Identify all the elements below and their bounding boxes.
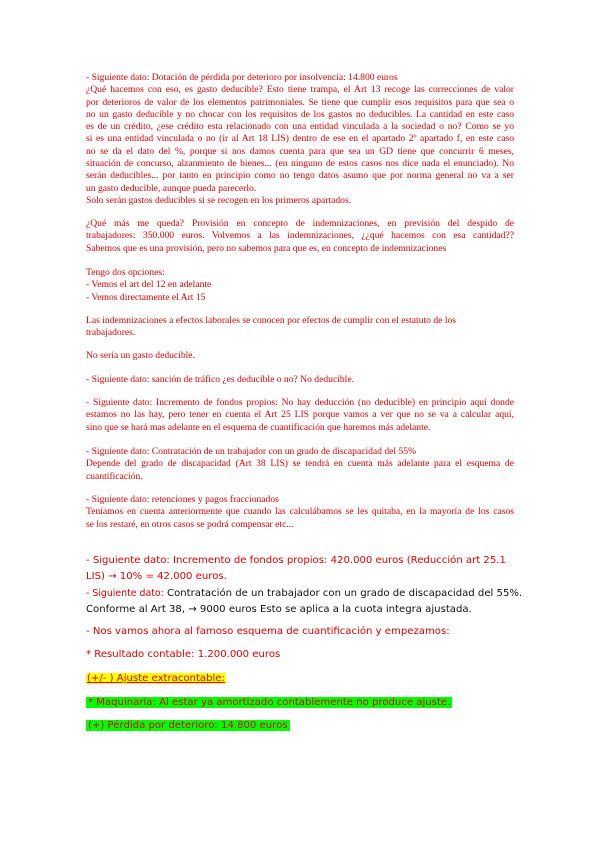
paragraph-no-deducible <box>86 350 514 362</box>
paragraph-discapacidad <box>86 446 514 483</box>
text-line: si es una entidad vinculada o no (ir al Art 18 LIS) dentro de ese en el apartado 2º apartado f, en este caso <box>86 133 514 145</box>
text-line: serán deducibles... por tanto en principio como no tengo datos asumo que por norma general no va a ser <box>86 170 514 182</box>
text-line: situación de concurso, alzanmiento de bienes... (en ninguno de estos casos nos dice nada el enunciado). No <box>86 158 514 170</box>
text-line: - Siguiente dato: Dotación de pérdida por deterioro por insolvencia: 14.800 euros <box>86 72 398 83</box>
perdida-deterioro-line <box>86 718 514 734</box>
paragraph-opciones <box>86 267 514 304</box>
text-line: ¿Qué más me queda? Provisión en concepto de indemnizaciones, en previsión del despido de <box>86 218 514 229</box>
text-line: no se da el dato del %, porque si nos damos cuenta para que sea un GD tiene que concurrir 6 meses, <box>86 145 514 157</box>
text-line: trabajadores. <box>86 327 136 339</box>
ajuste-extracontable <box>86 671 514 687</box>
text-line: - Nos vamos ahora al famoso esquema de cuantificación y empezamos: <box>86 626 450 637</box>
text-line: Solo serán gastos deducibles si se recogen en los primeros apartados. <box>86 194 352 206</box>
text-line: Las indemnizaciones a efectos laborales se conocen por efectos de cumplir con el estatuto de los <box>86 315 457 326</box>
text-line: un gasto deducible, aunque pueda parecerlo. <box>86 182 257 194</box>
highlighted-text: (+) Pérdida por deterioro: 14.800 euros <box>88 720 288 731</box>
paragraph-fondos-propios-2 <box>86 553 514 584</box>
text-line: - Siguiente dato: sanción de tráfico ¿es deducible o no? No deducible. <box>86 374 355 385</box>
text-line: LIS) → 10% = 42.000 euros. <box>86 570 227 582</box>
text-line: - Siguiente dato: Incremento de fondos propios: 420.000 euros (Reducción art 25.1 <box>86 555 506 566</box>
text-line: por deterioros de valor de los elementos patrimoniales. Se tiene que cumplir esos requisitos para que sea o <box>86 96 514 108</box>
text-line: - Vemos el art del 12 en adelante <box>86 279 212 291</box>
maquinaria-line <box>86 695 514 711</box>
paragraph-deterioro <box>86 72 514 207</box>
text-line: Conforme al Art 38, → 9000 euros Esto se aplica a la cuota integra ajustada. <box>86 603 472 615</box>
paragraph-esquema <box>86 624 514 640</box>
text-line: cuantificación. <box>86 470 143 482</box>
resultado-contable <box>86 647 514 663</box>
text-rest: Contratación de un trabajador con un grado de discapacidad del 55%. <box>163 588 523 599</box>
text-line: - Siguiente dato: Incremento de fondos propios: No hay deducción (no deducible) en principio aquí donde <box>86 397 514 408</box>
paragraph-provision <box>86 218 514 255</box>
text-line: Tengo dos opciones: <box>86 267 165 278</box>
text-line: ¿Qué hacemos con eso, es gasto deducible? Esto tiene trampa, el Art 13 recoge las correcciones de valor <box>86 84 514 96</box>
text-line: - Siguiente dato: retenciones y pagos fraccionados <box>86 494 279 505</box>
text-line: No sería un gasto deducible. <box>86 350 195 361</box>
text-line <box>86 586 523 602</box>
text-line: - Siguiente dato: Contratación de un trabajador con un grado de discapacidad del 55% <box>86 446 417 457</box>
highlighted-text: * Maquinaria: Al estar ya amortizado contablemente no produce ajuste. <box>88 697 451 708</box>
text-line: Sabemos que es una provisión, pero no sabemos para que es, en concepto de indemnizaciones <box>86 242 447 254</box>
text-line: trabajadores: 350.000 euros. Volvemos a las indemnizaciones, ¿¿qué hacemos con esa cantidad?? <box>86 230 514 242</box>
paragraph-retenciones <box>86 494 514 531</box>
text-line: - Vemos directamente el Art 15 <box>86 291 206 303</box>
text-line: Depende del grado de discapacidad (Art 38 LIS) se tendrá en cuenta más adelante para el esquema de <box>86 458 514 470</box>
paragraph-discapacidad-2 <box>86 586 523 617</box>
text-line: es de un crédito, ¿ese crédito esta relacionado con una entidad vinculada a la sociedad o no? Como se yo <box>86 121 514 133</box>
paragraph-fondos-propios <box>86 397 514 434</box>
text-line: no un gasto deducible y no chocar con los requisitos de los gastos no deducibles. La cantidad en este caso <box>86 108 514 120</box>
text-line: Teníamos en cuenta anteriormente que cuando las calculábamos se les quitaba, en la mayoría de los casos <box>86 506 514 518</box>
text-line: estamos no las hay, pero tener en cuenta el Art 25 LIS porque vamos a ver que no se va a calcular aquí, <box>86 409 514 421</box>
text-prefix: - Siguiente dato: <box>86 588 164 599</box>
text-line: sino que se hará mas adelante en el esquema de cuantificación que haremos más adelante. <box>86 421 431 433</box>
text-line: * Resultado contable: 1.200.000 euros <box>86 649 281 660</box>
highlighted-text: (+/- ) Ajuste extracontable: <box>87 673 225 684</box>
paragraph-indemnizaciones <box>86 315 514 340</box>
text-line: se los restaré, en otros casos se podrá compensar etc... <box>86 518 294 530</box>
paragraph-sancion <box>86 374 514 386</box>
